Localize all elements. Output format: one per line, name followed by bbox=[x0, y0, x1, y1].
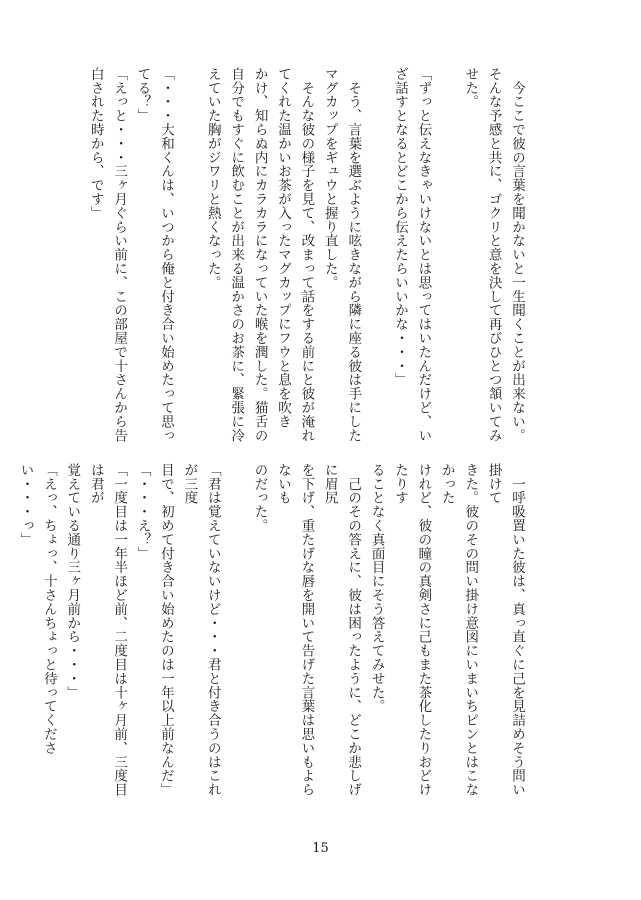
text-line: かけ、知らぬ内にカラカラになっていた喉を潤した。猫舌の bbox=[251, 67, 268, 443]
text-line: を下げ、重たげな唇を開いて告げた言葉は思いもよらないも bbox=[274, 463, 315, 797]
text-line: 目で、初めて付き合い始めたのは一年以上前なんだ」 bbox=[157, 463, 174, 797]
text-line: 白された時から、です」 bbox=[87, 67, 104, 220]
text-line: 今ここで彼の言葉を聞かないと一生聞くことが出来ない。 bbox=[509, 67, 525, 443]
text-line: てる？」 bbox=[134, 67, 151, 123]
text-line: 覚えている通り三ヶ月前から・・・」 bbox=[64, 463, 81, 700]
text-line: 「・・・え？」 bbox=[134, 463, 151, 561]
text-line: 「・・・大和くんは、いつから俺と付き合い始めたって思っ bbox=[157, 67, 174, 443]
text-line: そんな予感と共に、ゴクリと意を決して再びひとつ頷いてみ bbox=[485, 67, 502, 443]
text-line: 「一度目は一年半ほど前、二度目は十ヶ月前、三度目は君が bbox=[87, 463, 128, 797]
text-line: マグカップをギュウと握り直した。 bbox=[321, 67, 338, 290]
text-line: ざ話すとなるとどこから伝えたらいいかな・・・」 bbox=[391, 67, 408, 387]
text-line: 「えっと・・・三ヶ月ぐらい前に、この部屋で十さんから告 bbox=[111, 67, 128, 443]
text-line: 「えっ、ちょっ、十さんちょっと待ってください・・・っ」 bbox=[17, 463, 57, 755]
blank-line bbox=[177, 67, 200, 449]
blank-line bbox=[364, 67, 387, 449]
text-line: 自分でもすぐに飲むことが出来る温かさのお茶に、緊張に冷 bbox=[228, 67, 245, 443]
text-line: ることなく真面目にそう答えてみせた。 bbox=[368, 463, 385, 714]
text-line: けれど、彼の瞳の真剣さに己もまた茶化したりおどけたりす bbox=[391, 463, 432, 797]
text-line: てくれた温かいお茶が入ったマグカップにフウと息を吹き bbox=[274, 67, 291, 429]
text-line: せた。 bbox=[462, 67, 479, 109]
blank-line bbox=[434, 67, 457, 449]
bottom-text-block bbox=[17, 463, 528, 799]
blank-line bbox=[224, 463, 247, 799]
top-text-block bbox=[87, 67, 528, 449]
page-number: 15 bbox=[312, 841, 329, 856]
text-line: そう、言葉を選ぶように呟きながら隣に座る彼は手にした bbox=[345, 67, 362, 443]
text-line: きた。彼のその問い掛け意図にいまいちピンとはこなかった bbox=[438, 463, 479, 797]
text-line: 「ずっと伝えなきゃいけないとは思ってはいたんだけど、い bbox=[415, 67, 432, 443]
text-line: のだった。 bbox=[251, 463, 268, 533]
text-line: 一呼吸置いた彼は、真っ直ぐに己を見詰めそう問い掛けて bbox=[485, 463, 525, 797]
text-line: 「君は覚えていないけど・・・君と付き合うのはこれが三度 bbox=[181, 463, 221, 797]
text-line: そんな彼の様子を見て、改まって話をする前にと彼が淹れ bbox=[298, 67, 315, 443]
text-line: 己のその答えに、彼は困ったように、どこか悲しげに眉尻 bbox=[321, 463, 362, 797]
text-line: えていた胸がジワリと熱くなった。 bbox=[204, 67, 221, 290]
blank-line bbox=[0, 463, 13, 799]
